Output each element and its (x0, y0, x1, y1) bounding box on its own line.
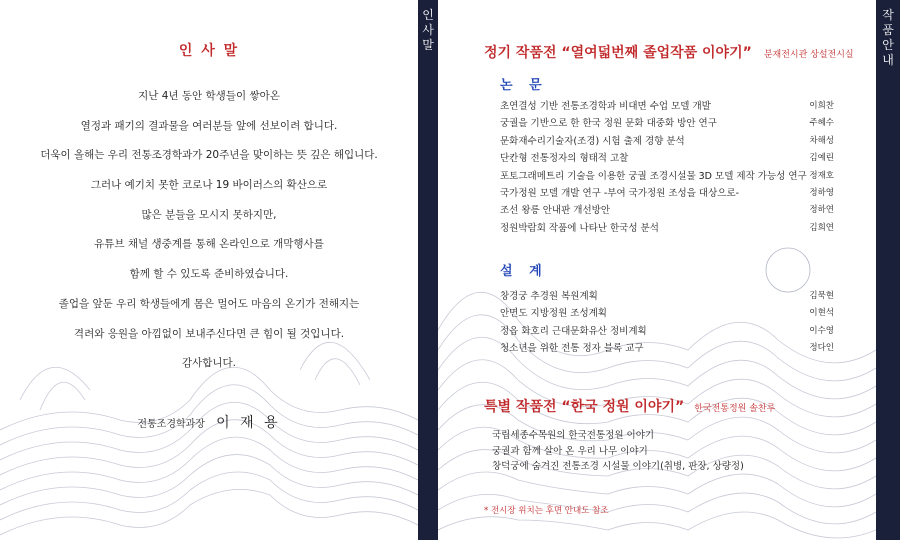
work-author: 이현석 (809, 308, 834, 319)
work-title: 국가정원 모델 개발 연구 -부여 국가정원 조성을 대상으로- (500, 187, 740, 199)
works-panel (438, 0, 876, 540)
list-item: 창덕궁에 숨겨진 전통조경 시설물 이야기(취병, 판장, 상량정) (492, 461, 744, 472)
greeting-line: 지난 4년 동안 학생들이 쌓아온 (138, 90, 280, 102)
mountain-illustration (438, 240, 876, 540)
work-title: 조선 왕릉 안내판 개선방안 (500, 205, 611, 217)
list-item (500, 202, 834, 219)
regular-location: 분재전시관 상설전시실 (763, 50, 854, 60)
work-author: 이희찬 (809, 101, 834, 111)
greeting-panel (0, 0, 418, 540)
greeting-line: 졸업을 앞둔 우리 학생들에게 몸은 멀어도 마음의 온기가 전해지는 (58, 297, 360, 310)
list-item: 국립세종수목원의 한국전통정원 이야기 (492, 430, 655, 441)
list-item (500, 150, 834, 167)
work-title: 포토그래메트리 기술을 이용한 궁궐 조경시설물 3D 모델 제작 가능성 연구 (500, 170, 807, 182)
special-exhibition-title (484, 396, 775, 416)
work-author: 김묵현 (809, 291, 834, 301)
work-author: 정하연 (809, 205, 834, 216)
work-title: 단칸형 전통정자의 형태적 고찰 (500, 153, 629, 165)
work-title: 창경궁 추경원 복원계획 (500, 291, 598, 302)
design-list (500, 288, 834, 358)
greeting-title: 인 사 말 (178, 43, 240, 59)
special-list (492, 428, 812, 475)
list-item (500, 288, 834, 305)
thesis-list (500, 98, 834, 237)
signer-name: 이 재 용 (216, 415, 281, 431)
list-item (500, 305, 834, 322)
signature (0, 412, 418, 432)
side-tab-char: 사 (422, 23, 434, 37)
work-author: 정다인 (809, 343, 834, 354)
greeting-line: 열정과 패기의 결과물을 여러분들 앞에 선보이려 합니다. (80, 119, 338, 132)
work-title: 정원박람회 작품에 나타난 한국성 분석 (500, 222, 659, 234)
list-item (500, 98, 834, 115)
work-title: 청소년을 위한 전통 정자 블록 교구 (500, 343, 644, 355)
design-heading: 설 계 (500, 264, 548, 279)
regular-title-text: 정기 작품전 “열여덟번째 졸업작품 이야기” (484, 45, 752, 61)
greeting-line: 격려와 응원을 아낌없이 보내주신다면 큰 힘이 될 것입니다. (73, 327, 345, 340)
work-author: 차해성 (809, 135, 834, 146)
greeting-line: 함께 할 수 있도록 준비하였습니다. (129, 268, 289, 281)
work-title: 초연결성 기반 전통조경학과 비대면 수업 모델 개발 (500, 101, 711, 112)
list-item: 궁궐과 함께 살아 온 우리 나무 이야기 (492, 445, 648, 457)
location-note: * 전시장 위치는 후면 안내도 참조 (484, 506, 609, 516)
special-title-text: 특별 작품전 “한국 정원 이야기” (484, 399, 685, 415)
list-item (500, 220, 834, 237)
work-title: 문화재수리기술자(조경) 시험 출제 경향 분석 (500, 135, 685, 147)
thesis-heading: 논 문 (500, 78, 548, 93)
work-title: 궁궐을 기반으로 한 한국 정원 문화 대중화 방안 연구 (500, 118, 717, 130)
side-tab-char: 인 (422, 8, 434, 22)
work-author: 김예린 (809, 153, 834, 164)
work-author: 주혜수 (809, 118, 834, 129)
side-tab-char: 안 (882, 38, 894, 52)
list-item (500, 133, 834, 150)
list-item (500, 323, 834, 340)
list-item (500, 185, 834, 202)
work-title: 안면도 지방정원 조성계획 (500, 308, 607, 320)
side-tab-char: 말 (422, 38, 434, 52)
side-tab-label (876, 8, 900, 68)
greeting-body (0, 88, 418, 385)
side-tab-char: 내 (882, 53, 894, 67)
greeting-line: 많은 분들을 모시지 못하지만, (141, 208, 277, 221)
work-title: 정읍 화호리 근대문화유산 정비계획 (500, 325, 647, 337)
side-tab-greeting (418, 0, 438, 540)
greeting-line: 더욱이 올해는 우리 전통조경학과가 20주년을 맞이하는 뜻 깊은 해입니다. (40, 149, 378, 162)
regular-exhibition-title (484, 42, 854, 62)
work-author: 이수영 (809, 325, 834, 336)
work-author: 정하영 (809, 187, 834, 198)
work-author: 정재호 (809, 170, 834, 181)
side-tab-char: 품 (882, 23, 894, 37)
list-item (500, 340, 834, 357)
side-tab-char: 작 (882, 8, 894, 22)
greeting-line: 그러나 예기치 못한 코로나 19 바이러스의 확산으로 (90, 179, 328, 192)
special-location: 한국전통정원 솔찬루 (694, 404, 776, 414)
list-item (500, 115, 834, 132)
side-tab-works (876, 0, 900, 540)
side-tab-label (418, 8, 438, 53)
list-item (500, 168, 834, 185)
work-author: 김희연 (809, 222, 834, 233)
greeting-line: 감사합니다. (181, 357, 237, 370)
greeting-line: 유튜브 채널 생중계를 통해 온라인으로 개막행사를 (94, 238, 324, 251)
signer-title: 전통조경학과장 (137, 419, 205, 430)
